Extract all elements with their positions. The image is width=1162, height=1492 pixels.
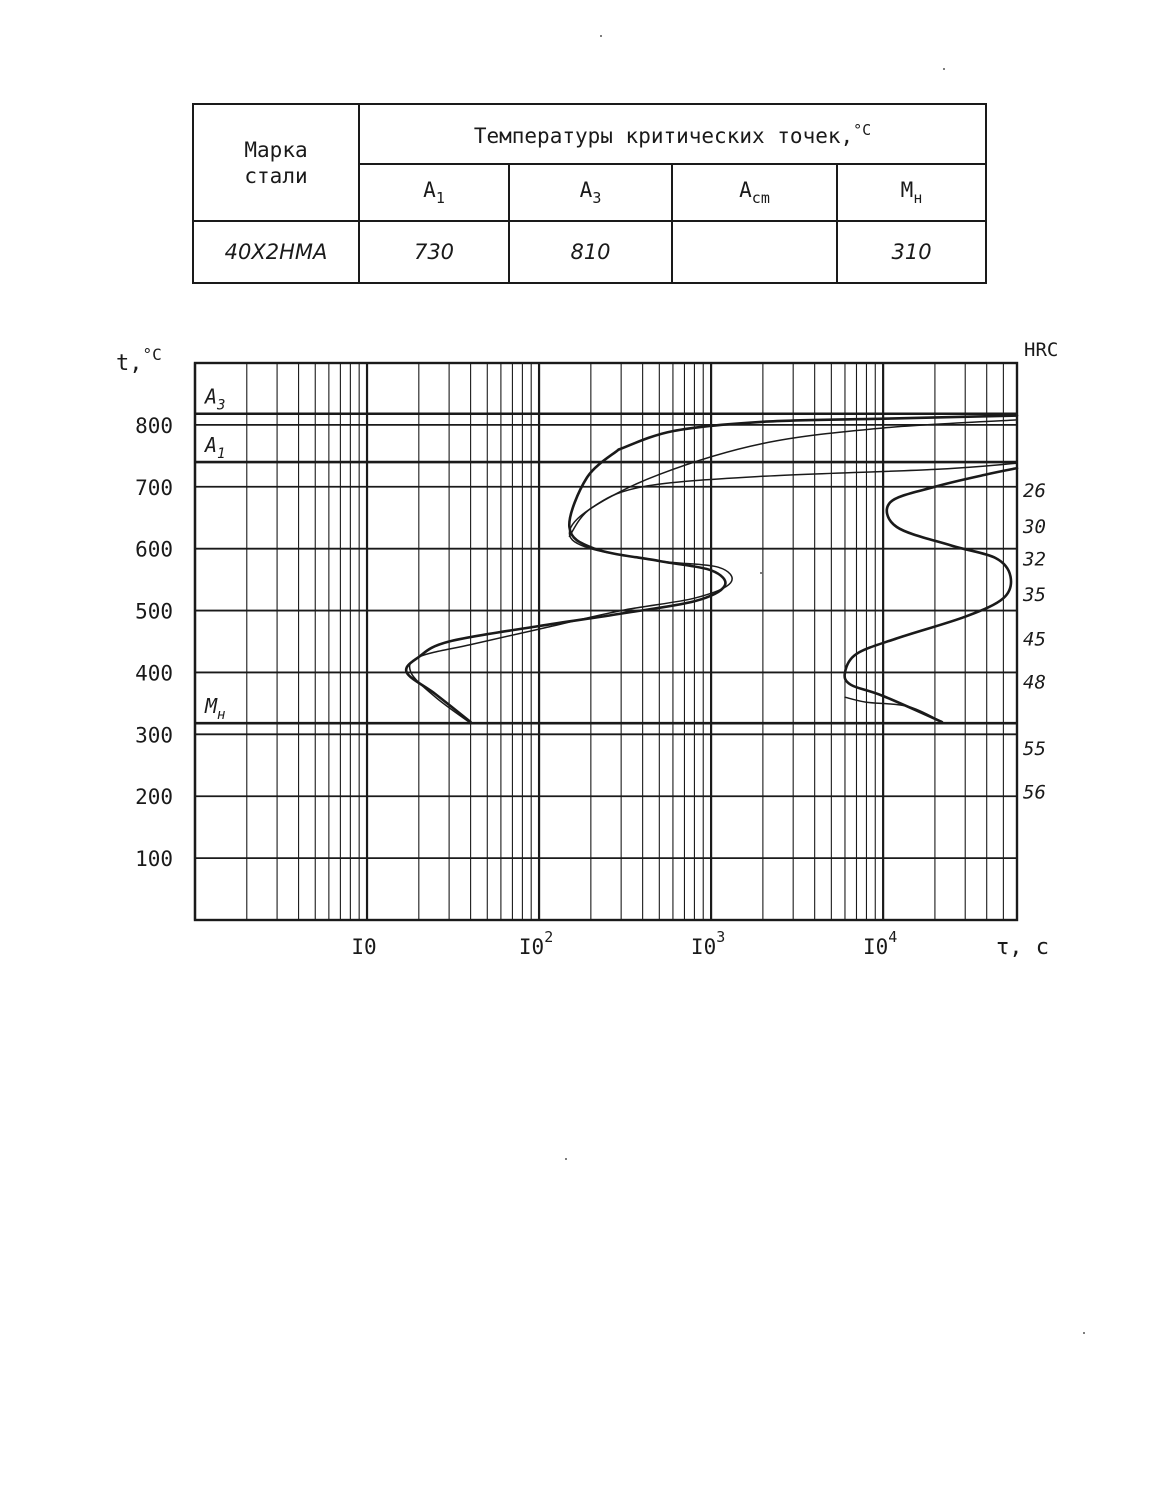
acm-value — [672, 221, 837, 283]
y-tick-label: 100 — [135, 847, 173, 872]
critical-points-table — [192, 103, 987, 284]
y-tick-label: 700 — [135, 475, 173, 500]
col-a1-base: A — [423, 178, 436, 202]
x-tick-label: $I0^4$ — [862, 928, 898, 959]
hrc-value: 26 — [1023, 479, 1046, 502]
col-mn — [837, 164, 986, 221]
plot-frame — [195, 363, 1017, 920]
scan-speck — [943, 68, 945, 70]
steel-grade-value: 40Х2НМА — [193, 221, 359, 283]
x-tick-label: I0 — [351, 935, 377, 959]
refline-label-1: $A_1$ — [205, 433, 226, 463]
hrc-value: 45 — [1023, 628, 1046, 651]
x-axis-label: τ, с — [996, 935, 1049, 960]
critical-temps-title: Температуры критических точек, — [473, 123, 854, 148]
a3-value: 810 — [509, 221, 672, 283]
steel-grade-header: Марка стали — [193, 104, 359, 221]
y-tick-label: 500 — [135, 599, 173, 624]
hrc-value: 55 — [1023, 737, 1046, 760]
curve-2 — [406, 450, 725, 722]
grid-layer — [195, 363, 1017, 920]
hrc-value: 56 — [1023, 781, 1046, 804]
hrc-value: 35 — [1023, 583, 1046, 606]
y-tick-label: 600 — [135, 537, 173, 562]
hrc-label: HRC — [1024, 339, 1059, 361]
y-tick-label: 800 — [135, 413, 173, 438]
col-mn-base: M — [900, 178, 914, 202]
curve-4 — [845, 468, 1017, 722]
y-tick-label: 300 — [135, 723, 173, 748]
scan-speck — [1083, 1332, 1085, 1334]
mn-value: 310 — [837, 221, 986, 283]
curve-3 — [619, 416, 1017, 450]
scan-speck — [565, 1158, 567, 1160]
col-a3-sub: 3 — [592, 189, 602, 207]
critical-temps-header — [359, 104, 986, 164]
refline-label-2: $M_н$ — [205, 694, 226, 724]
col-a1-sub: 1 — [435, 189, 445, 207]
scan-speck — [600, 35, 602, 37]
hrc-value: 30 — [1023, 515, 1046, 538]
col-a3-base: A — [579, 178, 593, 202]
col-mn-sub: н — [913, 189, 923, 207]
col-a3 — [509, 164, 672, 221]
y-tick-label: 400 — [135, 661, 173, 686]
x-tick-label: $I0^2$ — [518, 928, 554, 959]
refline-label-0: $A_3$ — [205, 384, 226, 414]
col-acm — [672, 164, 837, 221]
y-tick-label: 200 — [135, 785, 173, 810]
scan-speck — [760, 572, 762, 574]
hrc-value: 32 — [1023, 548, 1046, 571]
col-acm-base: A — [739, 178, 752, 202]
x-tick-label: $I0^3$ — [690, 928, 726, 959]
hrc-value: 48 — [1023, 671, 1046, 694]
col-a1 — [359, 164, 509, 221]
a1-value: 730 — [359, 221, 509, 283]
critical-temps-unit: °C — [853, 120, 872, 139]
col-acm-sub: cm — [751, 189, 770, 207]
ttt-diagram — [0, 330, 1162, 970]
y-axis-label: t,$^{^\circ C}$ — [116, 345, 162, 376]
